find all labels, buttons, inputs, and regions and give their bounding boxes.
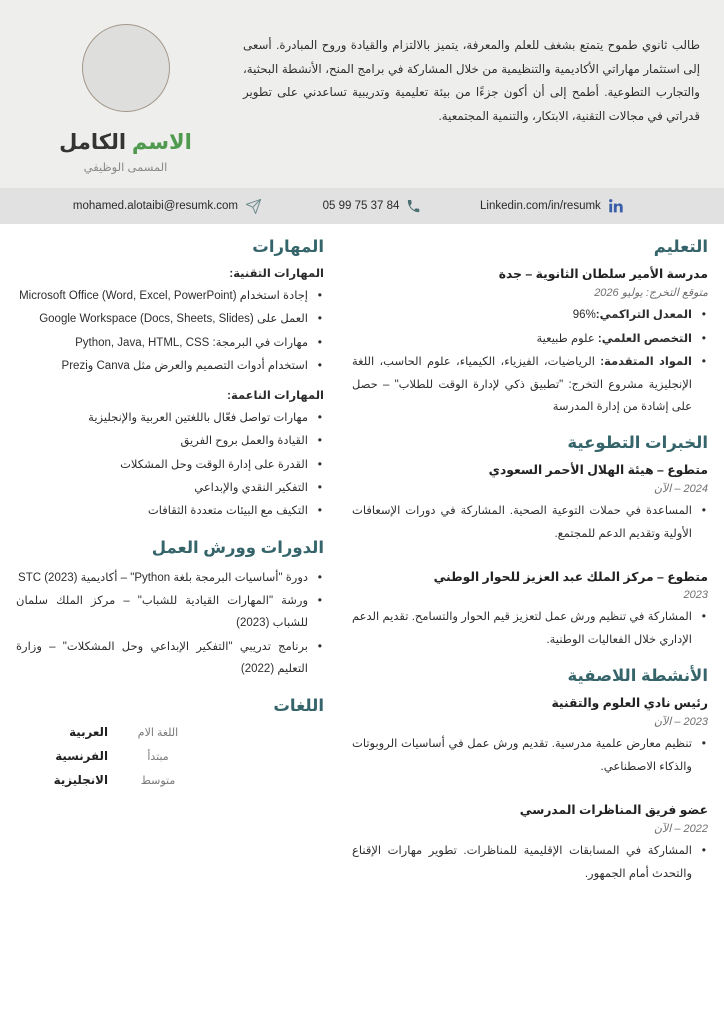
entry-role: عضو فريق المناظرات المدرسي (519, 803, 708, 818)
volunteer-entry (352, 569, 708, 651)
list-item: • برنامج تدريبي "التفكير الإبداعي وحل المشكلات" – وزارة التعليم (2022) (16, 636, 324, 681)
entry-date: 2023 (683, 589, 708, 602)
contact-email[interactable] (14, 198, 264, 215)
list-item: • التفكير النقدي والإبداعي (16, 477, 324, 499)
resume-body (0, 224, 724, 901)
language-name: الفرنسية (55, 748, 108, 763)
entry-bullets (352, 500, 708, 545)
column-gap (332, 238, 350, 901)
section-languages (16, 697, 324, 787)
section-title-courses: الدورات وورش العمل (151, 538, 324, 557)
education-date: متوقع التخرج: يوليو 2026 (594, 287, 708, 300)
list-item: • القدرة على إدارة الوقت وحل المشكلات (16, 454, 324, 476)
list-item: • إجادة استخدام Microsoft Office (Word, Excel, PowerPoint) (16, 285, 324, 307)
bullet-rest: علوم طبيعية (536, 332, 598, 345)
column-sidebar (16, 238, 332, 901)
linkedin-icon (608, 198, 624, 214)
language-row (16, 773, 324, 787)
section-title-skills: المهارات (252, 238, 324, 257)
phone-text: 05 99 75 37 84 (322, 200, 400, 213)
list-item (352, 304, 708, 326)
education-school: مدرسة الأمير سلطان الثانوية – جدة (498, 267, 708, 282)
list-item: • المساعدة في حملات التوعية الصحية. المشاركة في دورات الإسعافات الأولية وتقديم الدعم للمجتمع. (352, 500, 708, 545)
section-title-activities: الأنشطة اللاصفية (567, 667, 708, 686)
list-item: • استخدام أدوات التصميم والعرض مثل Canva وPrezi (16, 355, 324, 377)
entry-spacer (352, 555, 708, 569)
bullet-lead: المواد المتقدمة: (600, 356, 692, 369)
list-item: • مهارات في البرمجة: Python, Java, HTML, CSS (16, 332, 324, 354)
entry-role: رئيس نادي العلوم والتقنية (551, 696, 708, 711)
resume-header (0, 0, 724, 188)
technical-skills-label: المهارات التقنية: (229, 268, 324, 281)
courses-list (16, 567, 324, 681)
job-title: المسمى الوظيفي (83, 162, 168, 175)
list-item: • المشاركة في تنظيم ورش عمل لتعزيز قيم الحوار والتسامح. تقديم الدعم الإداري خلال الفعاليات الوطنية. (352, 606, 708, 651)
entry-bullets (352, 733, 708, 778)
identity-block (18, 20, 233, 174)
list-item (352, 351, 708, 418)
list-item: • تنظيم معارض علمية مدرسية. تقديم ورش عمل في أساسيات الروبوتات والذكاء الاصطناعي. (352, 733, 708, 778)
language-level: مبتدأ (147, 750, 169, 763)
entry-role: متطوع – مركز الملك عبد العزيز للحوار الوطني (433, 570, 708, 585)
section-activities (352, 667, 708, 885)
activity-entry (352, 695, 708, 778)
language-name: الانجليزية (53, 772, 108, 787)
language-level: اللغة الام (137, 726, 179, 739)
list-item (352, 328, 708, 350)
section-title-volunteer: الخبرات التطوعية (567, 434, 708, 453)
language-name: العربية (69, 724, 108, 739)
bullet-lead: المعدل التراكمي: (595, 309, 692, 322)
phone-icon (406, 199, 421, 214)
entry-date: 2022 – الآن (653, 823, 708, 836)
volunteer-entry (352, 462, 708, 545)
list-item: • المشاركة في المسابقات الإقليمية للمناظرات. تطوير مهارات الإقناع والتحدث أمام الجمهور. (352, 840, 708, 885)
column-main (350, 238, 708, 901)
list-item: • القيادة والعمل بروح الفريق (16, 430, 324, 452)
section-volunteer (352, 434, 708, 651)
entry-bullets (352, 840, 708, 885)
bullet-rest: الرياضيات، الفيزياء، الكيمياء، علوم الحاسب، اللغة الإنجليزية مشروع التخرج: "تطبيق ذكي لإدارة الوقت للطلاب" – حصل على إشادة من إدارة المدرسة (352, 356, 692, 413)
language-row (16, 725, 324, 739)
contact-bar (0, 188, 724, 224)
bullet-lead: التخصص العلمي: (597, 332, 692, 345)
soft-skills-list (16, 407, 324, 523)
profile-summary: طالب ثانوي طموح يتمتع بشغف للعلم والمعرفة، يتميز بالالتزام والقيادة وروح المبادرة. أسعى إلى استثمار مهاراتي الأكاديمية والتنظيمية من خلال المشاركة في برامج المنح، الأنشطة البحثية، والتجارب التطوعية. أطمح إلى أن أكون جزءًا من بيئة تعليمية وتدريبية تساعدني على تطوير قدراتي في مجالات التقنية، الابتكار، والتنمية المجتمعية. (243, 38, 700, 123)
first-name: الاسم (131, 131, 192, 154)
contact-phone[interactable] (264, 199, 480, 214)
soft-skills-label: المهارات الناعمة: (227, 389, 324, 402)
send-icon (245, 198, 262, 215)
entry-spacer (352, 788, 708, 802)
contact-linkedin[interactable] (480, 198, 710, 214)
language-level: متوسط (140, 774, 176, 787)
entry-date: 2023 – الآن (653, 716, 708, 729)
entry-date: 2024 – الآن (653, 483, 708, 496)
linkedin-text: Linkedin.com/in/resumk (480, 200, 601, 213)
section-education (352, 238, 708, 418)
section-courses (16, 539, 324, 681)
section-title-languages: اللغات (273, 696, 324, 715)
last-name: الكامل (59, 131, 127, 154)
email-text: mohamed.alotaibi@resumk.com (72, 200, 238, 213)
list-item: • ورشة "المهارات القيادية للشباب" – مركز الملك سلمان للشباب (2023) (16, 590, 324, 635)
activity-entry (352, 802, 708, 885)
language-row (16, 749, 324, 763)
bullet-rest: 96% (569, 309, 596, 322)
list-item: • التكيف مع البيئات متعددة الثقافات (16, 500, 324, 522)
entry-role: متطوع – هيئة الهلال الأحمر السعودي (488, 463, 708, 478)
list-item: • دورة "أساسيات البرمجة بلغة Python" – أكاديمية STC (2023) (16, 567, 324, 589)
list-item: • مهارات تواصل فعّال باللغتين العربية والإنجليزية (16, 407, 324, 429)
section-skills (16, 238, 324, 523)
section-title-education: التعليم (653, 238, 708, 257)
entry-bullets (352, 606, 708, 651)
avatar (82, 24, 170, 112)
technical-skills-list (16, 285, 324, 378)
education-bullets (352, 304, 708, 418)
page-title (59, 130, 192, 156)
list-item: • العمل على Google Workspace (Docs, Sheets, Slides) (16, 308, 324, 330)
